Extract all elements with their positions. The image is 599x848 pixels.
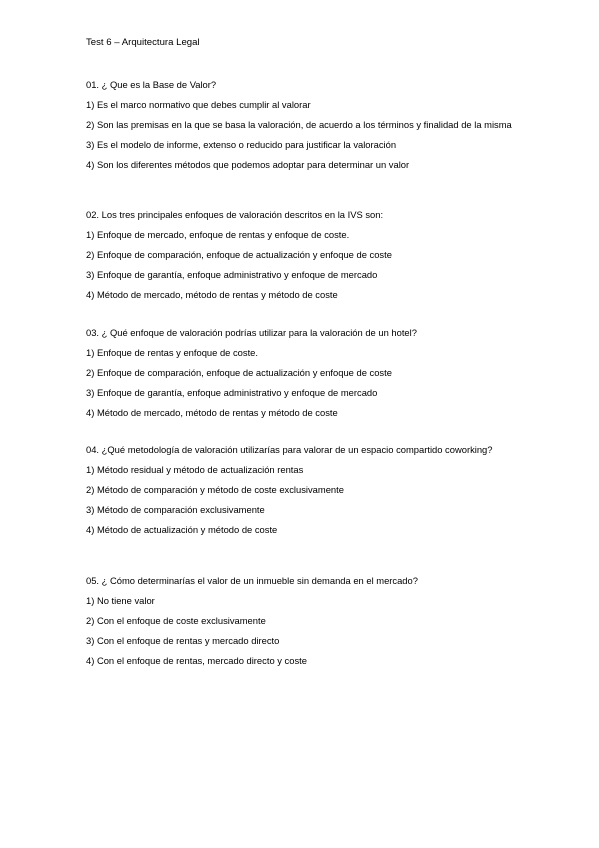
question-text: 02. Los tres principales enfoques de valoración descritos en la IVS son: (86, 209, 384, 220)
answer-option: 4) Método de actualización y método de coste (86, 524, 278, 535)
answer-option: 2) Enfoque de comparación, enfoque de actualización y enfoque de coste (86, 249, 392, 260)
document-title: Test 6 – Arquitectura Legal (86, 37, 200, 48)
answer-option: 4) Con el enfoque de rentas, mercado directo y coste (86, 655, 307, 666)
answer-option: 1) Es el marco normativo que debes cumplir al valorar (86, 99, 311, 110)
question-2 (86, 209, 514, 301)
answer-option: 3) Es el modelo de informe, extenso o reducido para justificar la valoración (86, 139, 397, 150)
answer-option: 1) Enfoque de mercado, enfoque de rentas y enfoque de coste. (86, 229, 350, 240)
answer-option: 1) No tiene valor (86, 595, 155, 606)
question-text: 04. ¿Qué metodología de valoración utilizarías para valorar de un espacio compartido coworking? (86, 444, 493, 455)
answer-options (86, 595, 514, 667)
answer-option: 3) Con el enfoque de rentas y mercado directo (86, 635, 280, 646)
answer-option: 2) Enfoque de comparación, enfoque de actualización y enfoque de coste (86, 367, 392, 378)
answer-options (86, 229, 514, 301)
answer-option: 4) Método de mercado, método de rentas y método de coste (86, 289, 338, 300)
answer-option: 1) Enfoque de rentas y enfoque de coste. (86, 347, 258, 358)
answer-options (86, 464, 514, 536)
answer-option: 2) Son las premisas en la que se basa la valoración, de acuerdo a los términos y finalidad de la misma (86, 119, 512, 130)
answer-option: 3) Enfoque de garantía, enfoque administrativo y enfoque de mercado (86, 387, 378, 398)
answer-option: 3) Método de comparación exclusivamente (86, 504, 265, 515)
answer-option: 4) Son los diferentes métodos que podemos adoptar para determinar un valor (86, 159, 410, 170)
answer-options (86, 99, 514, 171)
answer-option: 2) Método de comparación y método de coste exclusivamente (86, 484, 344, 495)
question-text: 05. ¿ Cómo determinarías el valor de un inmueble sin demanda en el mercado? (86, 575, 418, 586)
question-5 (86, 575, 514, 667)
answer-option: 4) Método de mercado, método de rentas y método de coste (86, 407, 338, 418)
answer-option: 2) Con el enfoque de coste exclusivamente (86, 615, 266, 626)
question-text: 01. ¿ Que es la Base de Valor? (86, 79, 217, 90)
question-1 (86, 79, 514, 171)
question-text: 03. ¿ Qué enfoque de valoración podrías utilizar para la valoración de un hotel? (86, 327, 417, 338)
answer-options (86, 347, 514, 419)
question-3 (86, 327, 514, 419)
question-4 (86, 444, 514, 536)
answer-option: 1) Método residual y método de actualización rentas (86, 464, 304, 475)
answer-option: 3) Enfoque de garantía, enfoque administrativo y enfoque de mercado (86, 269, 378, 280)
